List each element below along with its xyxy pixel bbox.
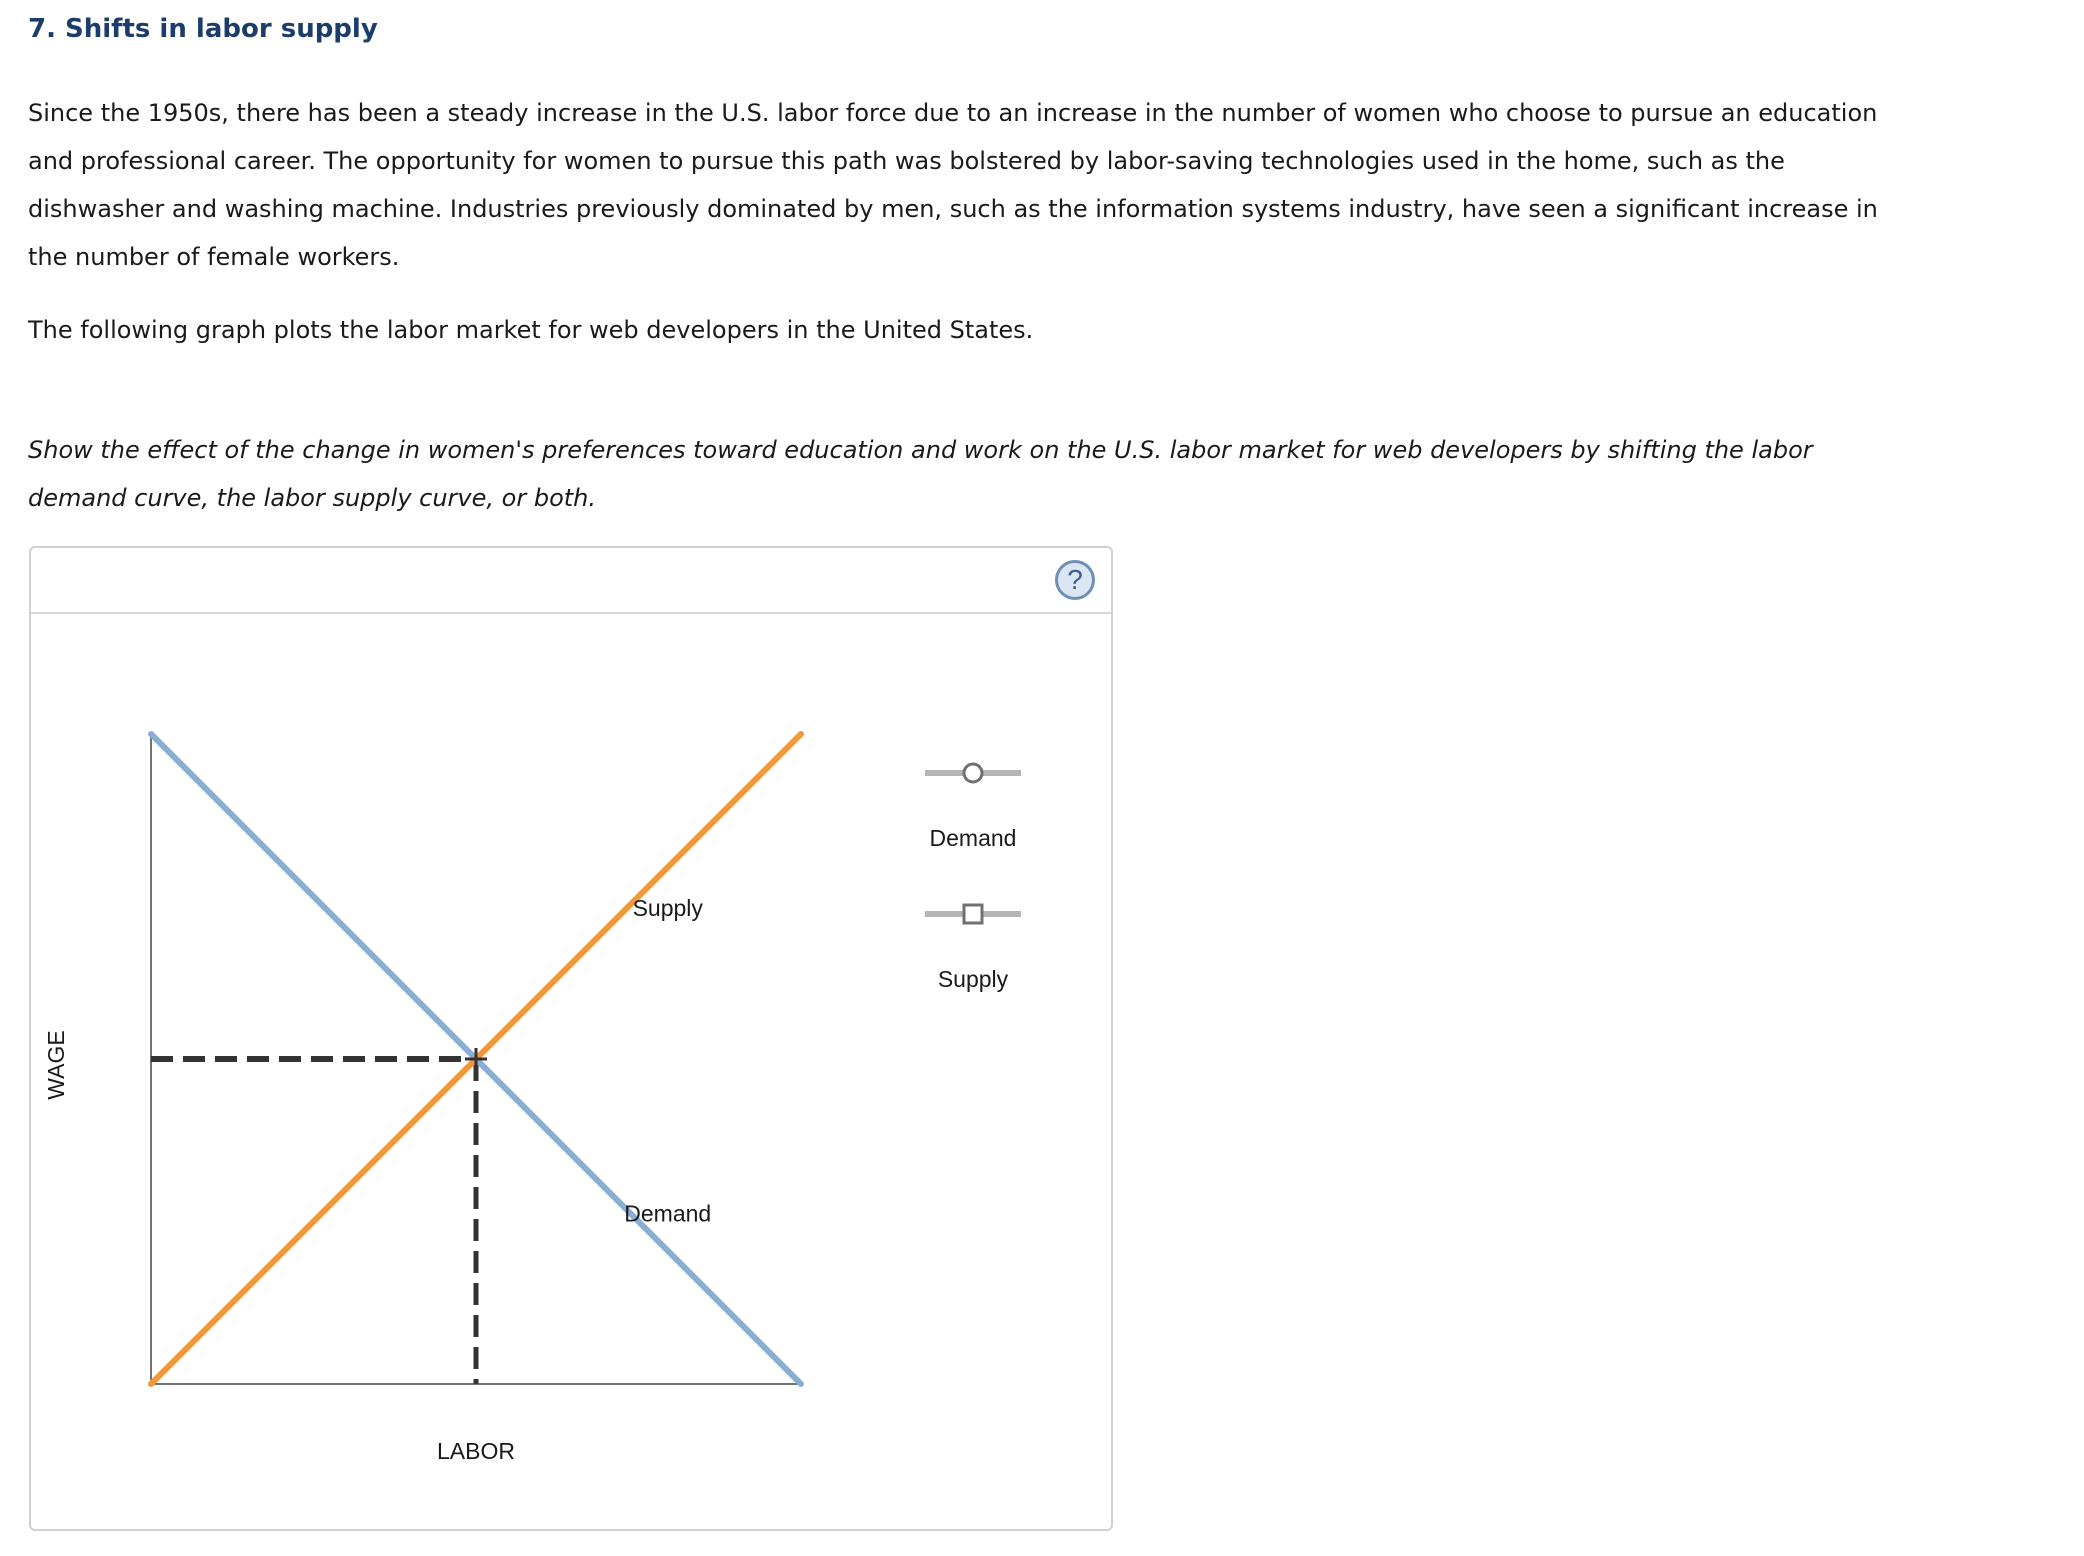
instruction-paragraph: Show the effect of the change in women's preferences toward education and work on the U.S. labor market for web developers by shifting the labor demand curve, the labor supply curve, or both.: [28, 436, 1813, 512]
demand-curve-label: Demand: [624, 1200, 712, 1227]
y-axis-label: WAGE: [43, 1030, 69, 1100]
demand-tool-circle-icon[interactable]: [964, 764, 982, 782]
demand-tool-label: Demand: [929, 825, 1017, 851]
supply-curve-label: Supply: [632, 895, 703, 921]
graph-panel: [29, 546, 1113, 1531]
supply-tool-label: Supply: [937, 966, 1009, 992]
supply-tool-square-icon[interactable]: [964, 905, 982, 923]
labor-market-graph: [31, 548, 1111, 1529]
supply-tool[interactable]: [925, 905, 1021, 923]
graph-intro-paragraph: The following graph plots the labor market for web developers in the United States.: [28, 316, 1034, 344]
demand-tool[interactable]: [925, 764, 1021, 782]
help-icon[interactable]: ?: [1055, 560, 1095, 600]
intro-paragraph: Since the 1950s, there has been a steady increase in the U.S. labor force due to an increase in the number of women who choose to pursue an education and professional career. The opportunity for women to pursue this path was bolstered by labor-saving technologies used in the home, such as the dishwasher and washing machine. Industries previously dominated by men, such as the information systems industry, have seen a significant increase in the number of female workers.: [28, 99, 1878, 271]
page-title: 7. Shifts in labor supply: [28, 14, 378, 44]
x-axis-label: LABOR: [437, 1438, 515, 1464]
